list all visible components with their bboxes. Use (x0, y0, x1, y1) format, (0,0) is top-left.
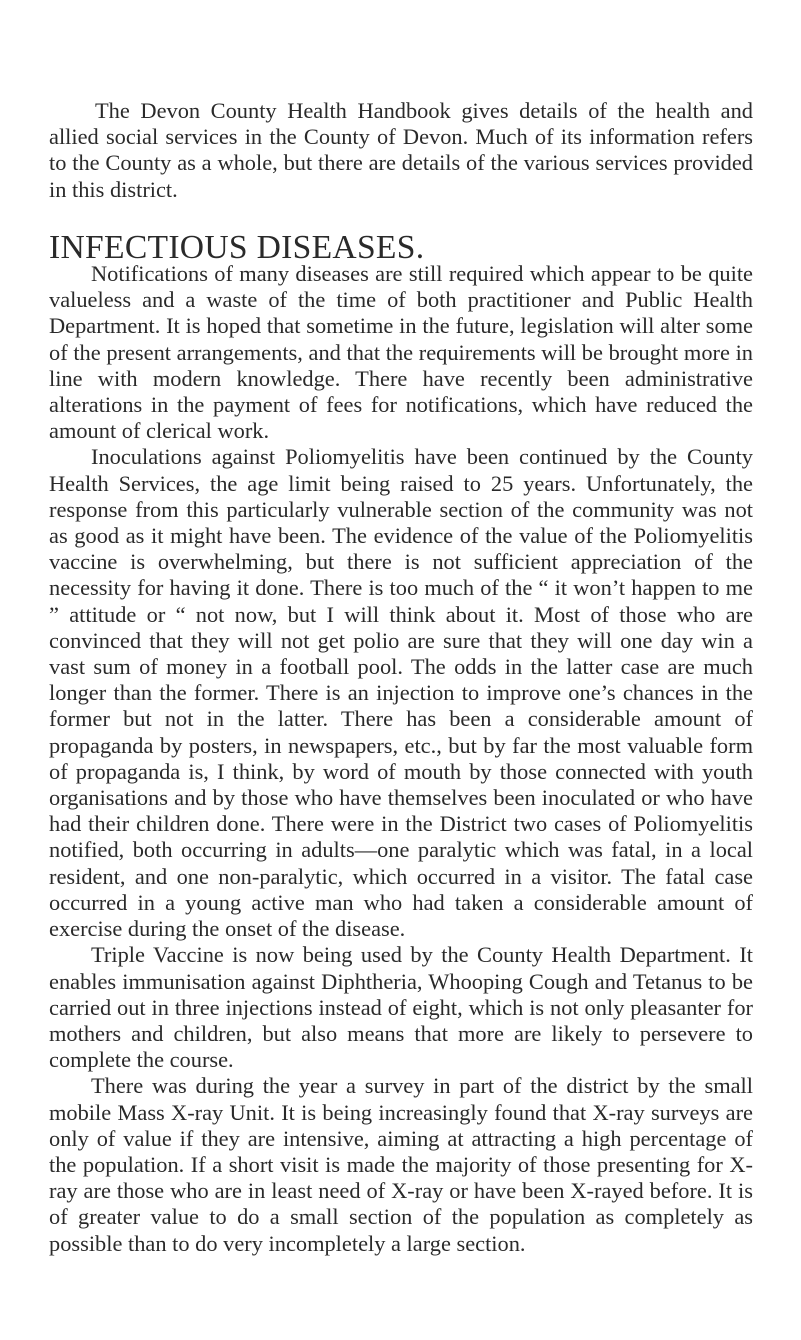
paragraph-mass-xray: There was during the year a survey in part of the district by the small mobile Mass X-ray Unit. It is being increasingly found that X-ray surveys are only of value if they are intensive, aiming at attracting a high percentage of the population. If a short visit is made the majority of those presenting for X-ray are those who are in least need of X-ray or have been X-rayed before. It is of greater value to do a small section of the population as completely as possible than to do very incompletely a large section. (49, 1073, 753, 1256)
section-heading-infectious-diseases: INFECTIOUS DISEASES. (49, 228, 425, 266)
paragraph-notifications: Notifications of many diseases are still required which appear to be quite valueless and a waste of the time of both practitioner and Public Health Department. It is hoped that sometime in the future, legislation will alter some of the present arrangements, and that the requirements will be brought more in line with modern knowledge. There have recently been administrative alterations in the payment of fees for notifications, which have reduced the amount of clerical work. (49, 261, 753, 444)
paragraph-triple-vaccine: Triple Vaccine is now being used by the County Health Department. It enables immunisation against Diphtheria, Whooping Cough and Tetanus to be carried out in three injections instead of eight, which is not only pleasanter for mothers and children, but also means that more are likely to persevere to complete the course. (49, 942, 753, 1073)
paragraph-poliomyelitis: Inoculations against Poliomyelitis have been continued by the County Health Services, the age limit being raised to 25 years. Unfortunately, the response from this particularly vulnerable section of the community was not as good as it might have been. The evidence of the value of the Poliomyelitis vaccine is overwhelming, but there is not sufficient appreciation of the necessity for having it done. There is too much of the “ it won’t happen to me ” attitude or “ not now, but I will think about it. Most of those who are convinced that they will not get polio are sure that they will one day win a vast sum of money in a football pool. The odds in the latter case are much longer than the former. There is an injection to improve one’s chances in the former but not in the latter. There has been a considerable amount of propaganda by posters, in newspapers, etc., but by far the most valuable form of propaganda is, I think, by word of mouth by those connected with youth organisations and by those who have themselves been inoculated or who have had their children done. There were in the District two cases of Poliomyelitis notified, both occurring in adults—one paralytic which was fatal, in a local resident, and one non-paralytic, which occurred in a visitor. The fatal case occurred in a young active man who had taken a considerable amount of exercise during the onset of the disease. (49, 444, 753, 942)
intro-paragraph: The Devon County Health Handbook gives details of the health and allied social services in the County of Devon. Much of its information refers to the County as a whole, but there are details of the various services provided in this district. (49, 98, 753, 202)
